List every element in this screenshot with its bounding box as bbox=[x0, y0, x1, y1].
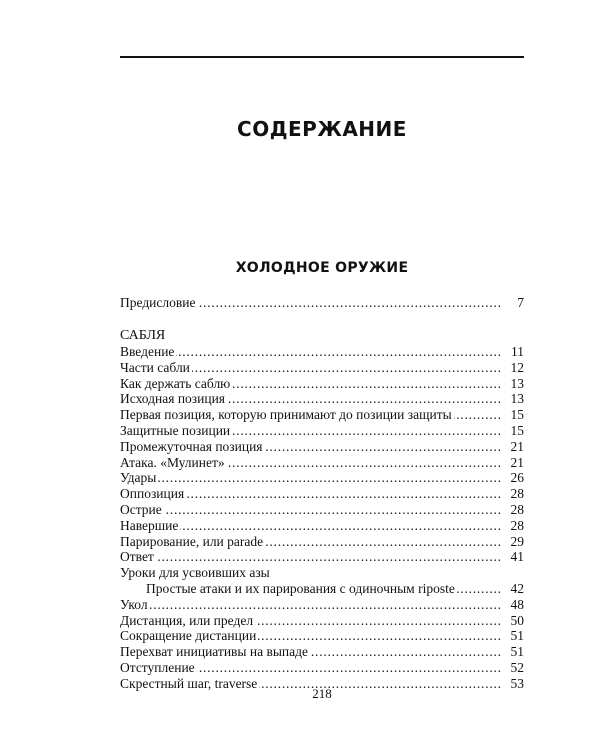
toc-entry-label: Дистанция, или предел bbox=[120, 612, 254, 628]
toc-entry[interactable] bbox=[120, 518, 524, 534]
toc-entry-label: Как держать саблю bbox=[120, 375, 231, 391]
toc-entry-page: 13 bbox=[510, 391, 524, 407]
toc-entry-label: Острие bbox=[120, 501, 162, 517]
toc-entry-page: 41 bbox=[510, 549, 524, 565]
toc-entry[interactable] bbox=[120, 344, 524, 360]
toc-entry-label: Оппозиция bbox=[120, 486, 185, 502]
toc-entry-label: Простые атаки и их парирования с одиночным riposte bbox=[120, 581, 457, 596]
toc-entry[interactable] bbox=[120, 660, 524, 676]
toc-entry-label: Введение bbox=[120, 344, 175, 359]
toc-entry-page: 21 bbox=[510, 454, 524, 470]
toc-entry-page: 12 bbox=[510, 359, 524, 375]
page-number: 218 bbox=[312, 686, 332, 701]
toc-entry-page: 28 bbox=[510, 517, 524, 533]
toc-entry-page: 48 bbox=[510, 596, 524, 612]
toc-entry-page: 42 bbox=[510, 580, 524, 596]
part-title: САБЛЯ bbox=[120, 328, 166, 343]
toc-entry[interactable] bbox=[120, 597, 524, 613]
page-title: СОДЕРЖАНИЕ bbox=[237, 117, 407, 141]
toc-entry-preface[interactable] bbox=[120, 294, 524, 311]
toc-entry-page: 28 bbox=[510, 486, 524, 502]
toc-entry-indented[interactable] bbox=[120, 581, 524, 597]
toc-entry-page: 7 bbox=[517, 295, 524, 310]
section-heading: ХОЛОДНОЕ ОРУЖИЕ bbox=[235, 260, 409, 276]
toc-entry-page: 50 bbox=[510, 612, 524, 628]
toc-entry-page: 28 bbox=[510, 501, 524, 517]
toc-entry-page: 51 bbox=[510, 644, 524, 660]
toc-entry[interactable] bbox=[120, 439, 524, 455]
toc-entry[interactable] bbox=[120, 423, 524, 439]
toc-entry-label: Навершие bbox=[120, 517, 179, 533]
toc-entry-label: Уроки для усвоивших азы bbox=[120, 565, 270, 581]
toc-entry-label: Скрестный шаг, traverse bbox=[120, 675, 258, 691]
toc-entry[interactable] bbox=[120, 391, 524, 407]
toc-entry-label: Защитные позиции bbox=[120, 422, 231, 438]
toc-entry[interactable] bbox=[120, 613, 524, 629]
toc-entry-label: Предисловие bbox=[120, 295, 196, 310]
toc-entry-page: 15 bbox=[510, 407, 524, 423]
toc-entry[interactable] bbox=[120, 549, 524, 565]
toc-entry[interactable] bbox=[120, 470, 524, 486]
toc-entry-label: Сокращение дистанции bbox=[120, 628, 257, 644]
toc-entry-label: Удары bbox=[120, 470, 157, 486]
toc-entry-label: Части сабли bbox=[120, 359, 190, 375]
table-of-contents bbox=[120, 294, 524, 692]
toc-entry[interactable] bbox=[120, 628, 524, 644]
toc-entry-page: 51 bbox=[510, 628, 524, 644]
toc-entry-label: Парирование, или parade bbox=[120, 533, 264, 549]
toc-entry[interactable] bbox=[120, 644, 524, 660]
toc-subheading bbox=[120, 565, 524, 581]
toc-entry-label: Исходная позиция bbox=[120, 391, 226, 407]
toc-entry[interactable] bbox=[120, 376, 524, 392]
toc-entry-page: 26 bbox=[510, 470, 524, 486]
toc-entry-page: 52 bbox=[510, 659, 524, 675]
toc-entry-page: 11 bbox=[511, 344, 524, 359]
toc-entry-page: 21 bbox=[510, 438, 524, 454]
toc-entry[interactable] bbox=[120, 360, 524, 376]
toc-entry[interactable] bbox=[120, 407, 524, 423]
toc-entry-page: 13 bbox=[510, 375, 524, 391]
top-rule bbox=[120, 56, 524, 58]
toc-entry[interactable] bbox=[120, 534, 524, 550]
toc-entry-label: Ответ bbox=[120, 549, 154, 565]
toc-entry-label: Отступление bbox=[120, 659, 195, 675]
toc-entry-label: Перехват инициативы на выпаде bbox=[120, 644, 308, 660]
toc-entry[interactable] bbox=[120, 486, 524, 502]
toc-entry-label: Атака. «Мулинет» bbox=[120, 454, 225, 470]
toc-entry-page: 15 bbox=[510, 422, 524, 438]
toc-entry-page: 29 bbox=[510, 533, 524, 549]
toc-entry[interactable] bbox=[120, 455, 524, 471]
toc-entry-page: 53 bbox=[510, 675, 524, 691]
toc-entry[interactable] bbox=[120, 502, 524, 518]
toc-entry-label: Укол bbox=[120, 596, 148, 612]
toc-entry-label: Промежуточная позиция bbox=[120, 438, 263, 454]
toc-entry-label: Первая позиция, которую принимают до позиции защиты bbox=[120, 407, 452, 423]
